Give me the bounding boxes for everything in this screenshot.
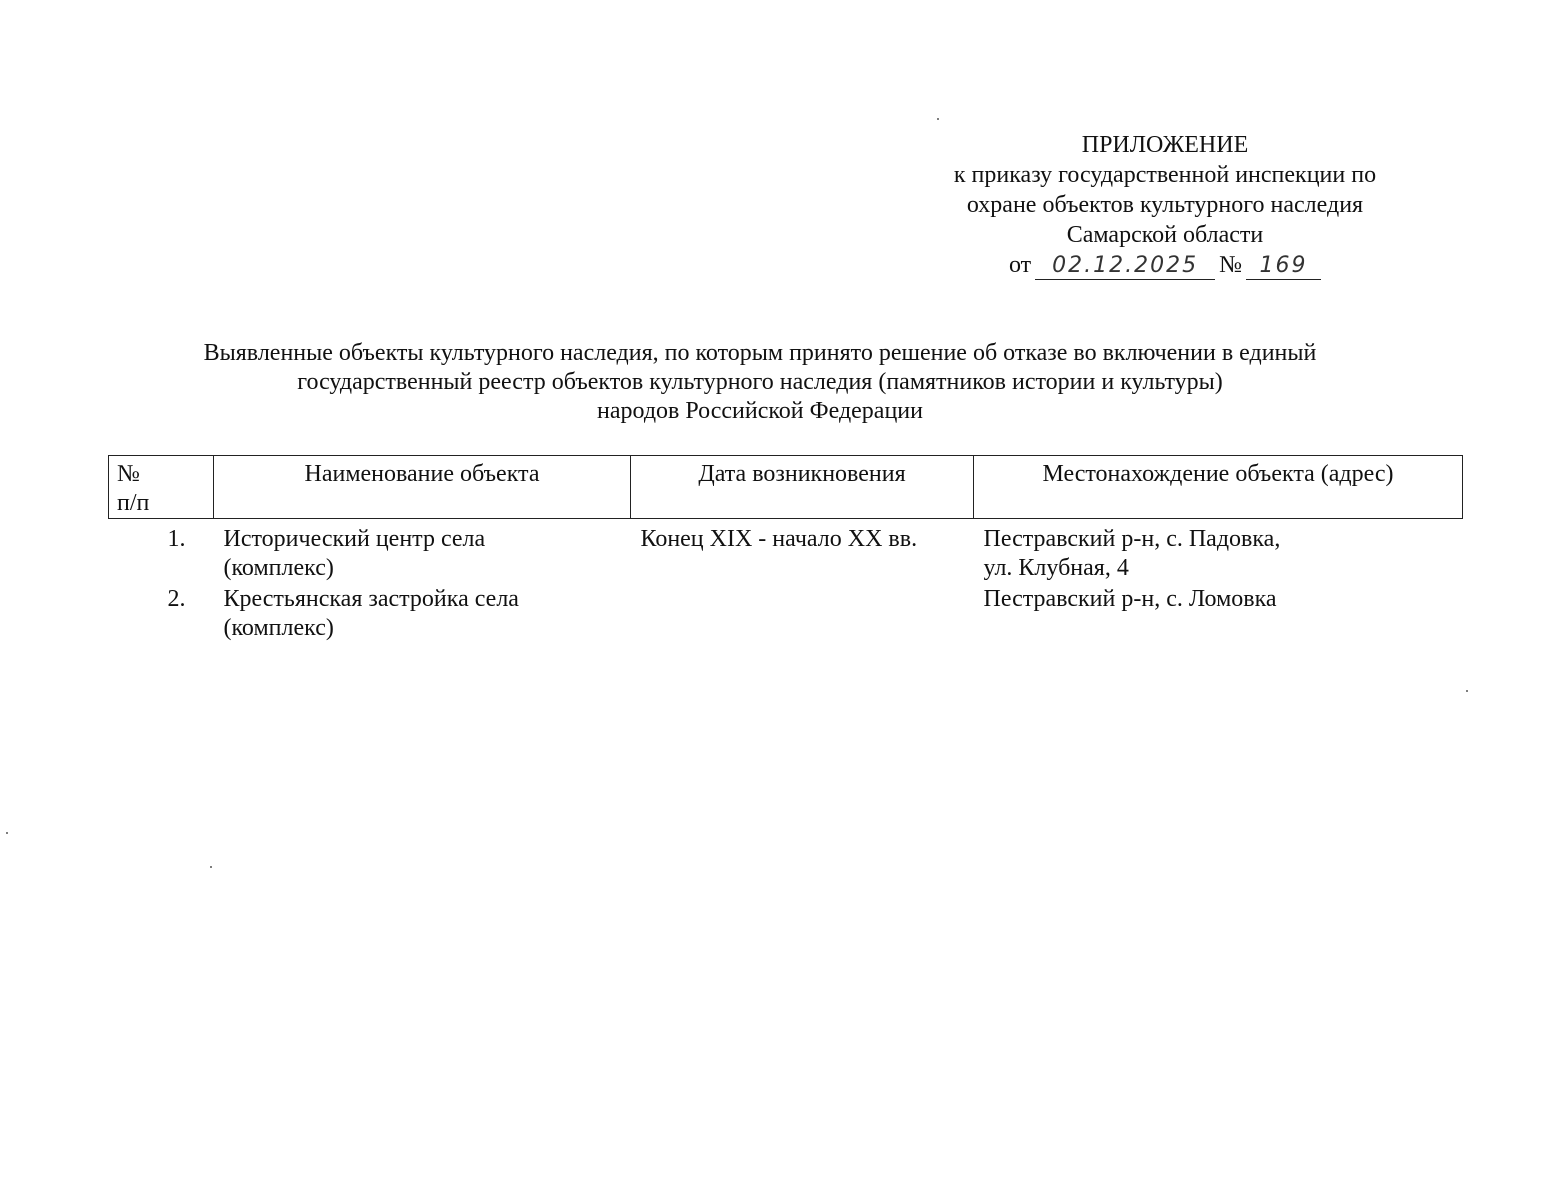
header-date: Дата возникновения xyxy=(631,456,974,519)
table-row xyxy=(109,583,1463,643)
row-name-line: (комплекс) xyxy=(223,615,334,641)
row-number: 1. xyxy=(167,526,186,552)
header-number-symbol: № xyxy=(117,461,140,487)
handwritten-number: 169 xyxy=(1246,253,1321,280)
row-address xyxy=(974,519,1463,584)
row-name xyxy=(214,583,631,643)
date-prefix: от xyxy=(1008,252,1032,278)
title-line: народов Российской Федерации xyxy=(597,398,923,424)
scan-speck xyxy=(937,118,939,120)
appendix-title: ПРИЛОЖЕНИЕ xyxy=(1081,132,1249,158)
title-line: Выявленные объекты культурного наследия, по которым принято решение об отказе во включении в единый xyxy=(203,340,1317,366)
appendix-line: охране объектов культурного наследия xyxy=(966,192,1364,218)
row-name-line: Крестьянская застройка села xyxy=(223,586,519,612)
row-number: 2. xyxy=(167,586,186,612)
row-name-line: (комплекс) xyxy=(223,555,334,581)
row-address xyxy=(974,583,1463,643)
header-number-abbr: п/п xyxy=(117,490,150,516)
number-prefix: № xyxy=(1219,252,1243,278)
scan-speck xyxy=(1466,690,1468,692)
row-address-line: Пестравский р-н, с. Падовка, xyxy=(983,526,1281,552)
table-row xyxy=(109,519,1463,584)
appendix-line: Самарской области xyxy=(1066,222,1264,248)
appendix-header xyxy=(900,130,1430,280)
objects-table xyxy=(108,455,1463,643)
row-date xyxy=(631,583,974,643)
appendix-line: к приказу государственной инспекции по xyxy=(953,162,1377,188)
row-name-line: Исторический центр села xyxy=(223,526,486,552)
document-title xyxy=(100,339,1420,426)
row-address-line: Пестравский р-н, с. Ломовка xyxy=(983,586,1277,612)
table-header-row xyxy=(109,456,1463,519)
scan-speck xyxy=(6,832,8,834)
row-name xyxy=(214,519,631,584)
row-date: Конец XIX - начало XX вв. xyxy=(640,526,918,552)
row-address-line: ул. Клубная, 4 xyxy=(983,555,1129,581)
scan-speck xyxy=(210,866,212,868)
title-line: государственный реестр объектов культурного наследия (памятников истории и культуры) xyxy=(297,369,1223,395)
header-number xyxy=(109,456,214,519)
header-address: Местонахождение объекта (адрес) xyxy=(974,456,1463,519)
header-name: Наименование объекта xyxy=(214,456,631,519)
handwritten-date: 02.12.2025 xyxy=(1035,253,1215,280)
order-date-number-line xyxy=(900,250,1430,280)
